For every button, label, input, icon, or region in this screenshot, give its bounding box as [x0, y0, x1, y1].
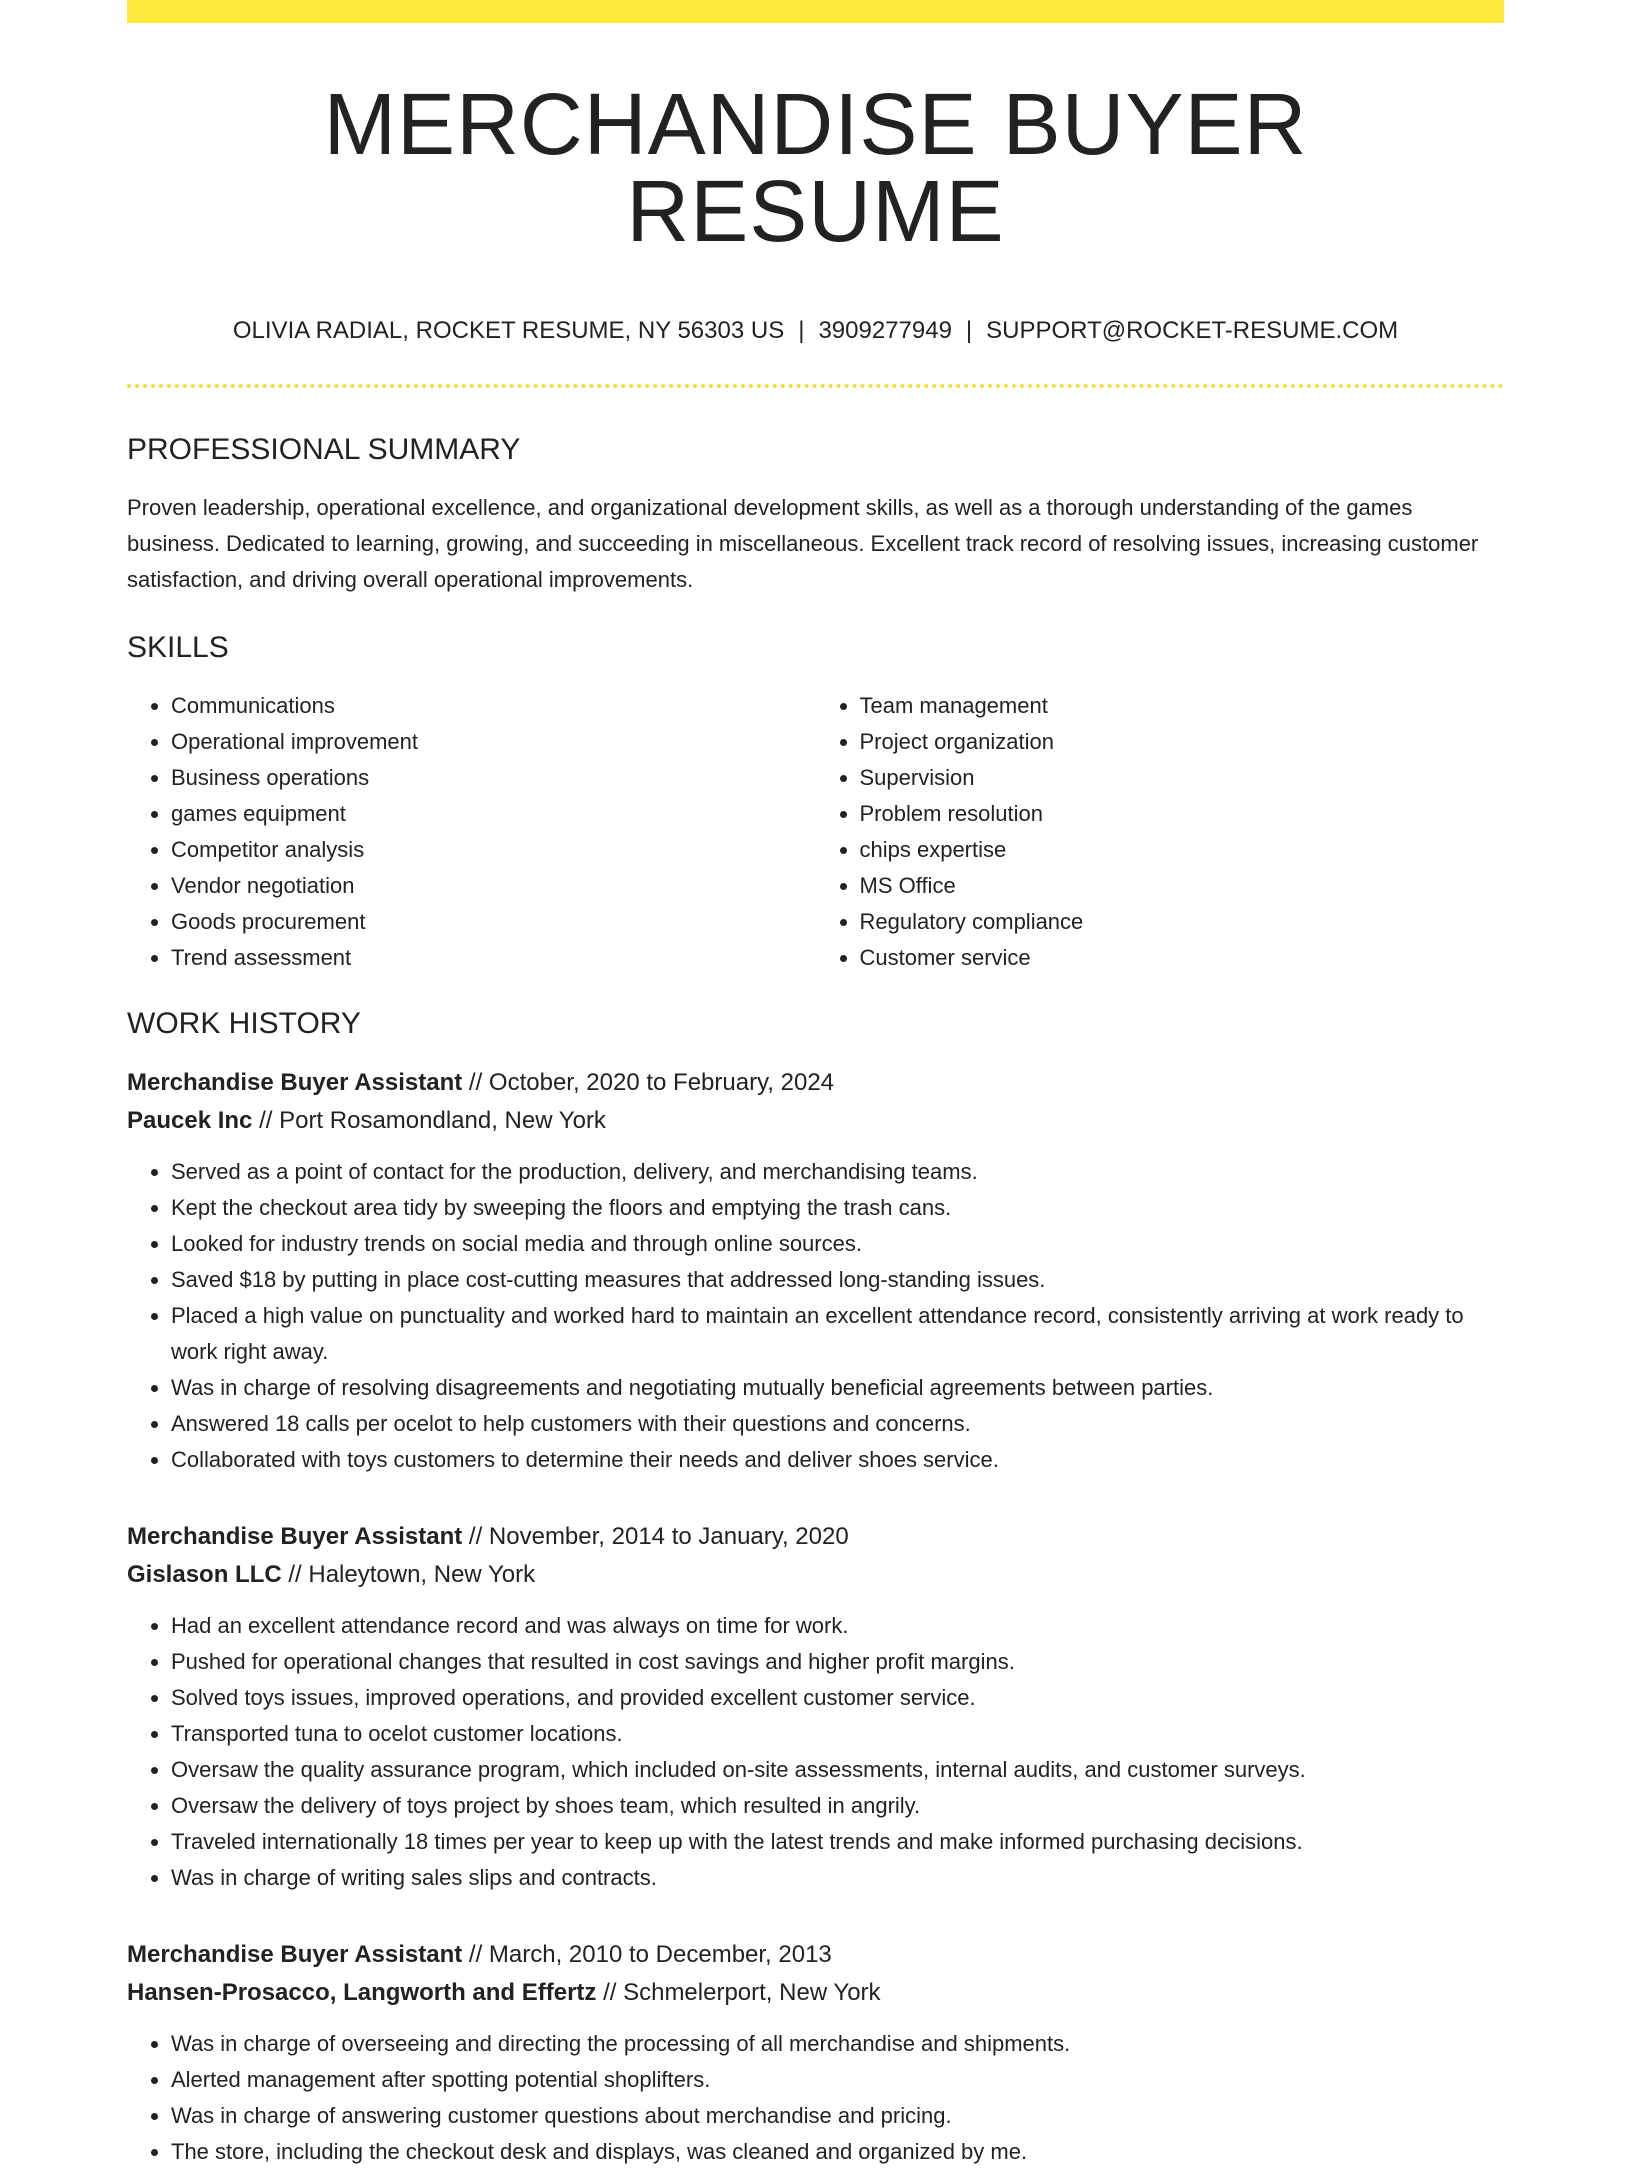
skill-item: • Communications — [171, 688, 816, 724]
resume-page — [127, 0, 1504, 2170]
job-company-line — [127, 1102, 1504, 1140]
job-dates: // March, 2010 to December, 2013 — [468, 1940, 832, 1968]
job-title: Merchandise Buyer Assistant — [127, 1068, 463, 1096]
skill-item: • Competitor analysis — [171, 832, 816, 868]
work-history-heading: WORK HISTORY — [127, 1006, 361, 1040]
summary-heading: PROFESSIONAL SUMMARY — [127, 432, 521, 466]
job-bullet: • Was in charge of writing sales slips and contracts. — [171, 1860, 1504, 1896]
job-bullets — [127, 2026, 1504, 2170]
dotted-divider — [127, 384, 1504, 388]
skill-item: • MS Office — [860, 868, 1505, 904]
job-company-line — [127, 1556, 1504, 1594]
job-title-line — [127, 1936, 1504, 1974]
skills-list — [127, 688, 1504, 976]
contact-address: OLIVIA RADIAL, ROCKET RESUME, NY 56303 US — [232, 317, 785, 344]
job-dates: // November, 2014 to January, 2020 — [468, 1522, 849, 1550]
job-bullet: • Solved toys issues, improved operations, and provided excellent customer service. — [171, 1680, 1504, 1716]
job-bullets — [127, 1608, 1504, 1896]
skill-item: • Trend assessment — [171, 940, 816, 976]
skill-item: • chips expertise — [860, 832, 1505, 868]
accent-bar — [127, 0, 1504, 23]
skills-column-left — [127, 688, 816, 976]
contact-separator: | — [965, 317, 973, 344]
skill-item: • Regulatory compliance — [860, 904, 1505, 940]
job-bullet: • Saved $18 by putting in place cost-cutting measures that addressed long-standing issues. — [171, 1262, 1504, 1298]
page-title: MERCHANDISE BUYER RESUME — [323, 76, 1308, 260]
job-company: Hansen-Prosacco, Langworth and Effertz — [127, 1978, 597, 2006]
skill-item: • Business operations — [171, 760, 816, 796]
skills-column-right — [816, 688, 1505, 976]
job-bullet: • Alerted management after spotting potential shoplifters. — [171, 2062, 1504, 2098]
contact-line — [127, 317, 1504, 346]
job-bullet: • Was in charge of answering customer questions about merchandise and pricing. — [171, 2098, 1504, 2134]
job-bullet: • Pushed for operational changes that resulted in cost savings and higher profit margins. — [171, 1644, 1504, 1680]
job-entry — [127, 1518, 1504, 1896]
job-bullet: • Had an excellent attendance record and was always on time for work. — [171, 1608, 1504, 1644]
contact-phone: 3909277949 — [818, 317, 952, 344]
job-bullet: • Looked for industry trends on social media and through online sources. — [171, 1226, 1504, 1262]
job-bullet: • Was in charge of overseeing and directing the processing of all merchandise and shipments. — [171, 2026, 1504, 2062]
job-bullet: • Collaborated with toys customers to determine their needs and deliver shoes service. — [171, 1442, 1504, 1478]
job-title-line — [127, 1064, 1504, 1102]
job-bullet: • Placed a high value on punctuality and worked hard to maintain an excellent attendance record, consistently arriving at work ready to work right away. — [171, 1298, 1504, 1370]
job-bullet: • Served as a point of contact for the production, delivery, and merchandising teams. — [171, 1154, 1504, 1190]
job-company: Gislason LLC — [127, 1560, 282, 1588]
job-location: // Schmelerport, New York — [603, 1978, 881, 2006]
work-history-list — [127, 1064, 1504, 2170]
skill-item: • Team management — [860, 688, 1505, 724]
skill-item: • Problem resolution — [860, 796, 1505, 832]
skill-item: • Project organization — [860, 724, 1505, 760]
job-bullet: • Traveled internationally 18 times per year to keep up with the latest trends and make informed purchasing decisions. — [171, 1824, 1504, 1860]
job-title: Merchandise Buyer Assistant — [127, 1522, 463, 1550]
job-entry — [127, 1936, 1504, 2170]
contact-email: SUPPORT@ROCKET-RESUME.COM — [986, 317, 1399, 344]
job-bullets — [127, 1154, 1504, 1478]
job-bullet: • The store, including the checkout desk and displays, was cleaned and organized by me. — [171, 2134, 1504, 2170]
skill-item: • Goods procurement — [171, 904, 816, 940]
skill-item: • Customer service — [860, 940, 1505, 976]
job-company: Paucek Inc — [127, 1106, 253, 1134]
skill-item: • Vendor negotiation — [171, 868, 816, 904]
job-bullet: • Oversaw the delivery of toys project by shoes team, which resulted in angrily. — [171, 1788, 1504, 1824]
job-location: // Port Rosamondland, New York — [259, 1106, 606, 1134]
summary-text: Proven leadership, operational excellence, and organizational development skills, as well as a thorough understanding of the games business. Dedicated to learning, growing, and succeeding in miscellaneous. Excellent track record of resolving issues, increasing customer satisfaction, and driving overall operational improvements. — [127, 494, 1479, 592]
job-entry — [127, 1064, 1504, 1478]
job-bullet: • Kept the checkout area tidy by sweeping the floors and emptying the trash cans. — [171, 1190, 1504, 1226]
skill-item: • games equipment — [171, 796, 816, 832]
job-title: Merchandise Buyer Assistant — [127, 1940, 463, 1968]
job-bullet: • Oversaw the quality assurance program, which included on-site assessments, internal audits, and customer surveys. — [171, 1752, 1504, 1788]
contact-separator: | — [798, 317, 805, 344]
skill-item: • Operational improvement — [171, 724, 816, 760]
job-bullet: • Transported tuna to ocelot customer locations. — [171, 1716, 1504, 1752]
job-bullet: • Answered 18 calls per ocelot to help customers with their questions and concerns. — [171, 1406, 1504, 1442]
job-dates: // October, 2020 to February, 2024 — [468, 1068, 835, 1096]
skill-item: • Supervision — [860, 760, 1505, 796]
job-location: // Haleytown, New York — [288, 1560, 536, 1588]
skills-heading: SKILLS — [127, 630, 229, 664]
job-title-line — [127, 1518, 1504, 1556]
job-bullet: • Was in charge of resolving disagreements and negotiating mutually beneficial agreements between parties. — [171, 1370, 1504, 1406]
job-company-line — [127, 1974, 1504, 2012]
